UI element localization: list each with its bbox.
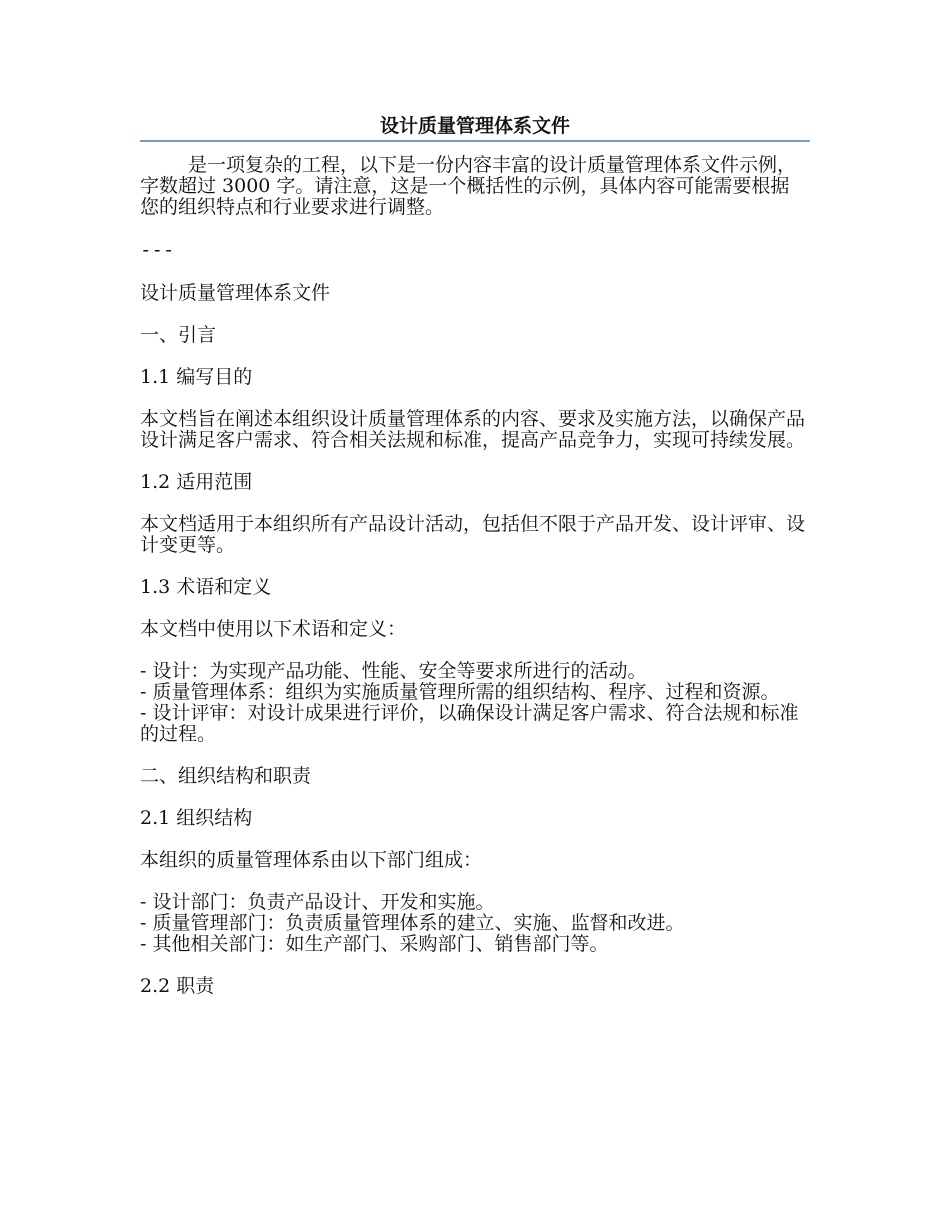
section-1-heading: 一、引言 bbox=[140, 324, 217, 346]
list-item: - 设计部门：负责产品设计、开发和实施。 bbox=[140, 891, 495, 913]
section-2-1-body: 本组织的质量管理体系由以下部门组成： bbox=[140, 849, 483, 871]
separator: --- bbox=[140, 239, 175, 261]
terms-list bbox=[140, 661, 808, 745]
document-body bbox=[140, 155, 808, 997]
section-1-1-heading: 1.1 编写目的 bbox=[140, 366, 253, 388]
section-1-2-heading: 1.2 适用范围 bbox=[140, 471, 253, 493]
heading-repeat: 设计质量管理体系文件 bbox=[140, 282, 331, 304]
section-1-3-heading: 1.3 术语和定义 bbox=[140, 576, 272, 598]
list-item: - 设计评审：对设计成果进行评价，以确保设计满足客户需求、符合法规和标准的过程。 bbox=[140, 702, 799, 745]
section-2-1-heading: 2.1 组织结构 bbox=[140, 807, 253, 829]
title-underline bbox=[140, 140, 810, 142]
intro-paragraph: 是一项复杂的工程，以下是一份内容丰富的设计质量管理体系文件示例，字数超过 3000 字。请注意，这是一个概括性的示例，具体内容可能需要根据您的组织特点和行业要求进行调整。 bbox=[140, 154, 797, 218]
section-2-heading: 二、组织结构和职责 bbox=[140, 765, 312, 787]
list-item: - 质量管理体系：组织为实施质量管理所需的组织结构、程序、过程和资源。 bbox=[140, 681, 780, 703]
document-title: 设计质量管理体系文件 bbox=[379, 115, 570, 137]
list-item: - 其他相关部门：如生产部门、采购部门、销售部门等。 bbox=[140, 933, 609, 955]
section-1-1-body: 本文档旨在阐述本组织设计质量管理体系的内容、要求及实施方法，以确保产品设计满足客户需求、符合相关法规和标准，提高产品竞争力，实现可持续发展。 bbox=[140, 408, 806, 451]
section-1-3-body: 本文档中使用以下术语和定义： bbox=[140, 618, 407, 640]
section-1-2-body: 本文档适用于本组织所有产品设计活动，包括但不限于产品开发、设计评审、设计变更等。 bbox=[140, 513, 806, 556]
departments-list bbox=[140, 892, 808, 955]
section-2-2-heading: 2.2 职责 bbox=[140, 975, 215, 997]
list-item: - 设计：为实现产品功能、性能、安全等要求所进行的活动。 bbox=[140, 660, 647, 682]
list-item: - 质量管理部门：负责质量管理体系的建立、实施、监督和改进。 bbox=[140, 912, 685, 934]
